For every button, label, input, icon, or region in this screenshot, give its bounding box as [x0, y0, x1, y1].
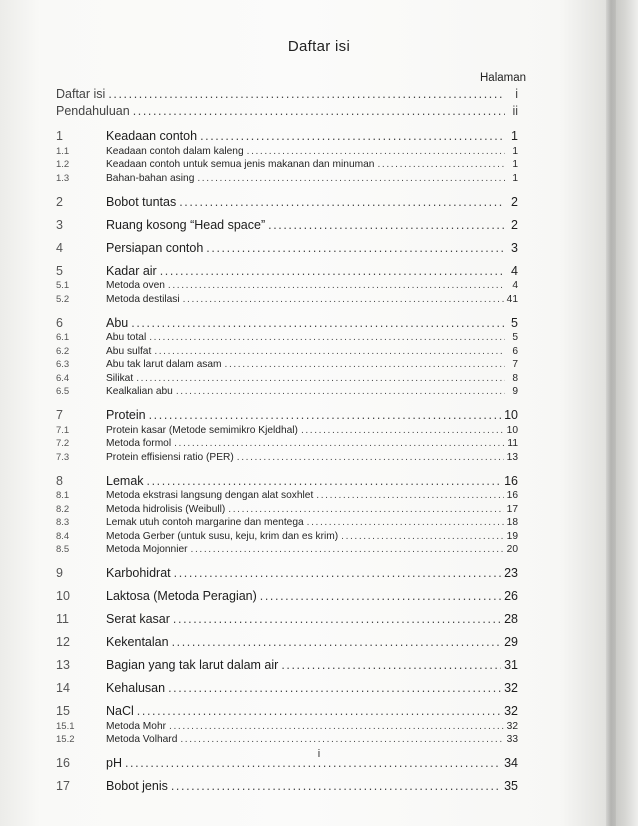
toc-page-number: 35: [504, 779, 518, 793]
toc-page-number: 4: [512, 280, 518, 291]
toc-page-number: 5: [512, 332, 518, 343]
toc-subsection-entry: [56, 370, 518, 384]
toc-entry-title: Bobot jenis: [106, 779, 168, 793]
toc-subsection-entry: [56, 278, 518, 292]
toc-entry-title: Kehalusan: [106, 681, 166, 695]
toc-entry-number: 11: [56, 612, 69, 626]
toc-leader-dots: [174, 438, 504, 449]
toc-section-entry: [56, 469, 518, 488]
toc-entry-number: 8.2: [56, 503, 70, 515]
toc-leader-dots: [169, 721, 504, 732]
toc-entry-number: 6.4: [56, 372, 70, 384]
toc-entry-title: Keadaan contoh: [106, 129, 198, 143]
toc-section-entry: [56, 584, 518, 603]
toc-entry-title: Metoda Mojonnier: [106, 544, 188, 555]
toc-section-entry: [56, 774, 518, 793]
toc-page-number: 4: [511, 263, 518, 278]
toc-page-number: 41: [506, 293, 518, 305]
toc-leader-dots: [136, 373, 505, 384]
toc-page-number: 23: [504, 566, 518, 580]
toc-entry-number: 7: [56, 408, 63, 422]
toc-entry-number: 1.2: [56, 159, 70, 170]
toc-page-number: 32: [506, 720, 518, 732]
toc-page-number: 10: [506, 424, 518, 436]
toc-entry-title: Lemak: [106, 473, 144, 488]
table-of-contents: [56, 84, 518, 797]
toc-leader-dots: [247, 146, 505, 157]
toc-leader-dots: [341, 531, 504, 542]
toc-entry-title: Metoda Mohr: [106, 720, 167, 732]
toc-section-entry: [56, 311, 518, 330]
toc-entry-number: 6.5: [56, 386, 70, 397]
toc-leader-dots: [200, 129, 505, 143]
toc-section-entry: [56, 653, 518, 672]
toc-entry-title: Bagian yang tak larut dalam air: [106, 658, 279, 672]
toc-page-number: 16: [506, 490, 518, 501]
toc-page-number: 5: [511, 315, 518, 330]
toc-entry-number: 8.1: [56, 490, 70, 501]
toc-page-number: 33: [506, 734, 518, 745]
toc-section-entry: [56, 403, 518, 422]
toc-entry-title: Karbohidrat: [106, 566, 171, 580]
toc-subsection-entry: [56, 449, 518, 463]
toc-entry-number: 15.1: [56, 720, 75, 732]
toc-entry-number: 7.3: [56, 451, 70, 463]
toc-front-entry: [56, 101, 518, 118]
toc-page-number: 1: [511, 129, 518, 143]
toc-entry-number: 6.3: [56, 359, 70, 370]
toc-entry-title: Abu tak larut dalam asam: [106, 359, 222, 370]
toc-leader-dots: [316, 490, 503, 501]
toc-leader-dots: [147, 474, 502, 488]
toc-page-number: 11: [507, 438, 518, 449]
toc-entry-title: Metoda destilasi: [106, 293, 180, 305]
toc-leader-dots: [172, 635, 502, 649]
page-title: Daftar isi: [287, 38, 351, 55]
toc-entry-number: 7.1: [56, 424, 70, 436]
toc-page-number: 3: [511, 240, 518, 255]
toc-page-number: ii: [512, 104, 518, 118]
toc-page-number: 34: [504, 756, 518, 770]
toc-leader-dots: [173, 612, 501, 626]
toc-page-number: 2: [511, 217, 518, 232]
toc-section-entry: [56, 561, 518, 580]
toc-subsection-entry: [56, 143, 518, 157]
toc-entry-number: 12: [56, 635, 70, 649]
toc-page-number: 7: [512, 359, 518, 370]
toc-entry-number: 9: [56, 566, 63, 580]
toc-page-number: 8: [512, 372, 518, 384]
toc-page-number: 2: [511, 194, 518, 209]
toc-entry-title: Protein: [106, 408, 146, 422]
toc-entry-title: Metoda Volhard: [106, 734, 178, 745]
toc-leader-dots: [171, 779, 501, 793]
toc-leader-dots: [108, 87, 505, 101]
toc-subsection-entry: [56, 357, 518, 371]
toc-leader-dots: [301, 425, 504, 436]
toc-section-entry: [56, 124, 518, 143]
toc-entry-number: 8.4: [56, 530, 70, 542]
toc-section-entry: [56, 699, 518, 718]
toc-page-number: 9: [512, 386, 518, 397]
toc-leader-dots: [133, 104, 505, 118]
toc-leader-dots: [131, 316, 505, 330]
toc-subsection-entry: [56, 732, 518, 746]
toc-entry-number: 8.3: [56, 517, 70, 528]
toc-entry-number: 15.2: [56, 734, 75, 745]
toc-leader-dots: [191, 544, 504, 555]
toc-leader-dots: [137, 704, 501, 718]
toc-leader-dots: [149, 332, 505, 343]
toc-entry-title: Keadaan contoh dalam kaleng: [106, 145, 244, 157]
toc-section-entry: [56, 630, 518, 649]
toc-subsection-entry: [56, 515, 518, 529]
toc-subsection-entry: [56, 542, 518, 556]
toc-page-number: 17: [506, 503, 518, 515]
toc-section-entry: [56, 607, 518, 626]
toc-entry-number: 6.1: [56, 332, 70, 343]
toc-page-number: 16: [504, 473, 518, 488]
toc-subsection-entry: [56, 170, 518, 184]
toc-leader-dots: [228, 504, 503, 515]
toc-subsection-entry: [56, 528, 518, 542]
toc-entry-number: 16: [56, 756, 70, 770]
toc-leader-dots: [377, 159, 505, 170]
toc-leader-dots: [225, 359, 505, 370]
toc-subsection-entry: [56, 436, 518, 450]
toc-subsection-entry: [56, 157, 518, 171]
toc-entry-title: Protein effisiensi ratio (PER): [106, 451, 234, 463]
toc-page-number: 32: [504, 681, 518, 695]
toc-leader-dots: [206, 241, 505, 255]
toc-entry-title: Kadar air: [106, 263, 157, 278]
toc-leader-dots: [168, 681, 501, 695]
toc-section-entry: [56, 190, 518, 209]
toc-entry-title: Abu sulfat: [106, 345, 152, 357]
toc-entry-number: 3: [56, 217, 63, 232]
toc-entry-title: NaCl: [106, 704, 134, 718]
toc-entry-number: 6.2: [56, 345, 70, 357]
toc-leader-dots: [281, 658, 501, 672]
toc-subsection-entry: [56, 384, 518, 398]
toc-entry-title: Persiapan contoh: [106, 240, 204, 255]
toc-leader-dots: [149, 408, 501, 422]
toc-section-entry: [56, 236, 518, 255]
toc-entry-number: 5.2: [56, 293, 70, 305]
toc-subsection-entry: [56, 330, 518, 344]
toc-leader-dots: [183, 294, 504, 305]
toc-page-number: 1: [512, 172, 518, 184]
toc-leader-dots: [268, 218, 505, 232]
toc-entry-number: 8.5: [56, 544, 70, 555]
page-fold-shadow: [606, 0, 616, 826]
toc-subsection-entry: [56, 501, 518, 515]
toc-leader-dots: [154, 346, 505, 357]
toc-page-number: 1: [512, 145, 518, 157]
toc-entry-title: Abu total: [106, 332, 147, 343]
toc-entry-title: Daftar isi: [56, 87, 106, 101]
toc-front-entry: [56, 84, 518, 101]
toc-entry-number: 7.2: [56, 438, 70, 449]
toc-leader-dots: [197, 173, 505, 184]
toc-leader-dots: [174, 566, 501, 580]
toc-entry-title: Metoda formol: [106, 438, 172, 449]
toc-entry-number: 5.1: [56, 280, 70, 291]
toc-page-number: 31: [504, 658, 518, 672]
toc-subsection-entry: [56, 488, 518, 502]
toc-leader-dots: [237, 452, 504, 463]
toc-subsection-entry: [56, 422, 518, 436]
toc-entry-number: 10: [56, 589, 70, 603]
toc-spacer: [56, 793, 518, 797]
toc-entry-number: 15: [56, 704, 70, 718]
toc-entry-title: Silikat: [106, 372, 134, 384]
toc-leader-dots: [260, 589, 501, 603]
toc-entry-number: 8: [56, 473, 63, 488]
toc-page-number: 1: [512, 159, 518, 170]
toc-entry-title: Lemak utuh contoh margarine dan mentega: [106, 517, 304, 528]
toc-entry-title: Metoda oven: [106, 280, 165, 291]
toc-entry-title: Keadaan contoh untuk semua jenis makanan dan minuman: [106, 159, 375, 170]
toc-page-number: 10: [504, 408, 518, 422]
toc-entry-title: Bobot tuntas: [106, 194, 177, 209]
toc-page-number: i: [515, 87, 518, 101]
toc-leader-dots: [168, 280, 505, 291]
toc-section-entry: [56, 213, 518, 232]
page-number-footer: i: [317, 748, 321, 760]
toc-page-number: 19: [506, 530, 518, 542]
toc-entry-number: 13: [56, 658, 70, 672]
toc-leader-dots: [180, 734, 503, 745]
toc-entry-title: Metoda Gerber (untuk susu, keju, krim dan es krim): [106, 530, 339, 542]
toc-leader-dots: [307, 517, 504, 528]
toc-subsection-entry: [56, 718, 518, 732]
toc-page-number: 13: [506, 451, 518, 463]
toc-entry-title: pH: [106, 756, 122, 770]
toc-entry-number: 1.3: [56, 172, 70, 184]
toc-page-number: 32: [504, 704, 518, 718]
toc-entry-number: 5: [56, 263, 63, 278]
toc-entry-title: Pendahuluan: [56, 104, 130, 118]
toc-entry-title: Protein kasar (Metode semimikro Kjeldhal): [106, 424, 298, 436]
toc-entry-title: Metoda hidrolisis (Weibull): [106, 503, 226, 515]
toc-section-entry: [56, 676, 518, 695]
toc-leader-dots: [160, 264, 505, 278]
toc-page-number: 6: [512, 345, 518, 357]
toc-entry-number: 1: [56, 129, 63, 143]
toc-entry-number: 6: [56, 315, 63, 330]
toc-leader-dots: [179, 195, 505, 209]
toc-entry-title: Laktosa (Metoda Peragian): [106, 589, 257, 603]
toc-entry-number: 17: [56, 779, 70, 793]
toc-subsection-entry: [56, 291, 518, 305]
toc-page-number: 18: [506, 517, 518, 528]
page-column-header: Halaman: [480, 72, 527, 84]
toc-entry-number: 14: [56, 681, 70, 695]
toc-entry-title: Ruang kosong “Head space”: [106, 217, 266, 232]
toc-page-number: 28: [504, 612, 518, 626]
toc-entry-title: Bahan-bahan asing: [106, 172, 195, 184]
toc-section-entry: [56, 259, 518, 278]
toc-entry-title: Abu: [106, 315, 129, 330]
toc-page-number: 29: [504, 635, 518, 649]
toc-entry-number: 2: [56, 194, 63, 209]
toc-leader-dots: [176, 386, 505, 397]
toc-page-number: 20: [506, 544, 518, 555]
toc-entry-title: Metoda ekstrasi langsung dengan alat soxhlet: [106, 490, 314, 501]
toc-entry-title: Kealkalian abu: [106, 386, 173, 397]
toc-entry-number: 1.1: [56, 145, 70, 157]
toc-entry-title: Serat kasar: [106, 612, 170, 626]
toc-entry-title: Kekentalan: [106, 635, 169, 649]
toc-page-number: 26: [504, 589, 518, 603]
toc-subsection-entry: [56, 343, 518, 357]
toc-entry-number: 4: [56, 240, 63, 255]
